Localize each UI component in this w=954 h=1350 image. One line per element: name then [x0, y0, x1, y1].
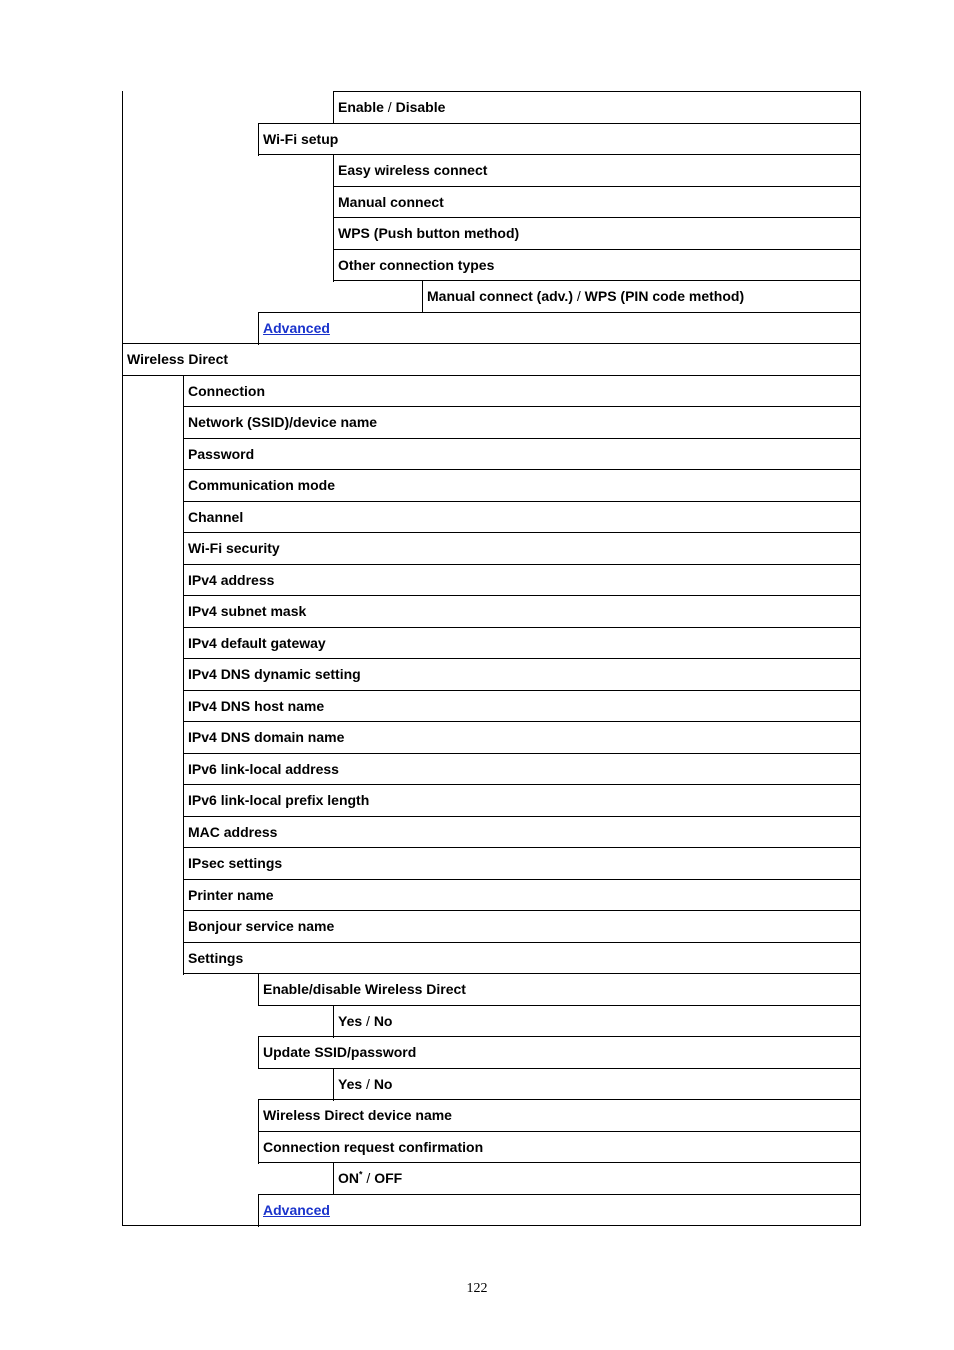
cell-divider [183, 469, 184, 502]
cell-divider [422, 280, 423, 313]
row-divider [258, 1194, 861, 1195]
row-divider [183, 532, 861, 533]
option-value: No [373, 1075, 393, 1092]
menu-item-label: Wireless Direct [127, 350, 229, 367]
menu-item-label: Connection [188, 382, 265, 399]
menu-item-label: Enable/disable Wireless Direct [263, 980, 466, 997]
menu-item-label: Other connection types [338, 256, 495, 273]
menu-item-label: Update SSID/password [263, 1043, 417, 1060]
table-border-bottom [122, 1225, 861, 1226]
cell-divider [333, 217, 334, 250]
menu-link-cell[interactable] [263, 313, 330, 344]
row-divider [258, 123, 861, 124]
cell-divider [183, 942, 184, 975]
cell-divider [183, 721, 184, 754]
option-values [338, 92, 445, 123]
cell-divider [183, 564, 184, 597]
option-value: ON [338, 1169, 359, 1186]
cell-divider [183, 501, 184, 534]
menu-item-label: IPv4 DNS domain name [188, 728, 345, 745]
row-divider [183, 564, 861, 565]
cell-divider [333, 186, 334, 219]
cell-divider [333, 91, 334, 124]
menu-item-label: Password [188, 445, 255, 462]
cell-divider [258, 1099, 259, 1132]
option-value: Disable [395, 98, 446, 115]
menu-item-label: WPS (Push button method) [338, 224, 520, 241]
menu-item-label: Network (SSID)/device name [188, 413, 378, 430]
option-value: WPS (PIN code method) [584, 287, 745, 304]
menu-item-label: IPv4 default gateway [188, 634, 326, 651]
option-values [427, 281, 744, 312]
option-value: No [373, 1012, 393, 1029]
cell-divider [183, 406, 184, 439]
row-divider [183, 438, 861, 439]
option-separator: / [362, 1012, 374, 1029]
option-separator: / [362, 1075, 374, 1092]
menu-table [122, 91, 861, 1226]
cell-divider [333, 1162, 334, 1195]
menu-item-label: IPv6 link-local prefix length [188, 791, 370, 808]
cell-divider [333, 1005, 334, 1038]
menu-item-label: IPv4 address [188, 571, 275, 588]
cell-divider [183, 658, 184, 691]
menu-item-label: Channel [188, 508, 244, 525]
menu-item-label: IPv4 DNS host name [188, 697, 325, 714]
option-separator: / [362, 1169, 375, 1186]
menu-item-label: Wi-Fi security [188, 539, 280, 556]
cell-divider [258, 1036, 259, 1069]
menu-item-label: IPv4 DNS dynamic setting [188, 665, 361, 682]
option-value: Yes [338, 1075, 363, 1092]
cell-divider [183, 627, 184, 660]
menu-item-label: MAC address [188, 823, 278, 840]
cell-divider [183, 816, 184, 849]
cell-divider [258, 1131, 259, 1164]
option-separator: / [383, 98, 396, 115]
menu-link-cell[interactable] [263, 1195, 330, 1226]
cell-divider [183, 910, 184, 943]
cell-divider [333, 249, 334, 282]
menu-item-label: Communication mode [188, 476, 336, 493]
option-values [338, 1006, 392, 1037]
row-divider [183, 879, 861, 880]
menu-item-label: Wi-Fi setup [263, 130, 339, 147]
cell-divider [258, 123, 259, 156]
row-divider [183, 816, 861, 817]
menu-item-label: Wireless Direct device name [263, 1106, 452, 1123]
row-divider [183, 942, 861, 943]
option-value: OFF [374, 1169, 403, 1186]
cell-divider [183, 879, 184, 912]
menu-item-label: IPsec settings [188, 854, 283, 871]
page-number: 122 [466, 1281, 488, 1296]
cell-divider [183, 753, 184, 786]
row-divider [183, 501, 861, 502]
option-value: Yes [338, 1012, 363, 1029]
cell-divider [183, 595, 184, 628]
option-value: Manual connect (adv.) [427, 287, 573, 304]
cell-divider [183, 532, 184, 565]
advanced-link[interactable]: Advanced [263, 1201, 330, 1218]
cell-divider [258, 1194, 259, 1227]
cell-divider [333, 1068, 334, 1101]
cell-divider [258, 973, 259, 1006]
option-separator: / [572, 287, 585, 304]
row-divider [183, 847, 861, 848]
option-values [338, 1163, 402, 1194]
menu-item-label: Manual connect [338, 193, 444, 210]
option-value: Enable [338, 98, 384, 115]
menu-item-label: IPv4 subnet mask [188, 602, 307, 619]
table-border-left [122, 91, 123, 1225]
advanced-link[interactable]: Advanced [263, 319, 330, 336]
row-divider [258, 312, 861, 313]
cell-divider [183, 784, 184, 817]
menu-item-label: IPv6 link-local address [188, 760, 339, 777]
menu-item-label: Printer name [188, 886, 274, 903]
cell-divider [183, 690, 184, 723]
row-divider [122, 343, 861, 344]
cell-divider [183, 375, 184, 408]
cell-divider [183, 438, 184, 471]
menu-item-label: Connection request confirmation [263, 1138, 484, 1155]
menu-item-label: Easy wireless connect [338, 161, 488, 178]
cell-divider [333, 154, 334, 187]
menu-item-label: Bonjour service name [188, 917, 335, 934]
option-values [338, 1069, 392, 1100]
cell-divider [183, 847, 184, 880]
cell-divider [258, 312, 259, 345]
menu-item-label: Settings [188, 949, 244, 966]
default-mark: * [359, 1168, 363, 1179]
